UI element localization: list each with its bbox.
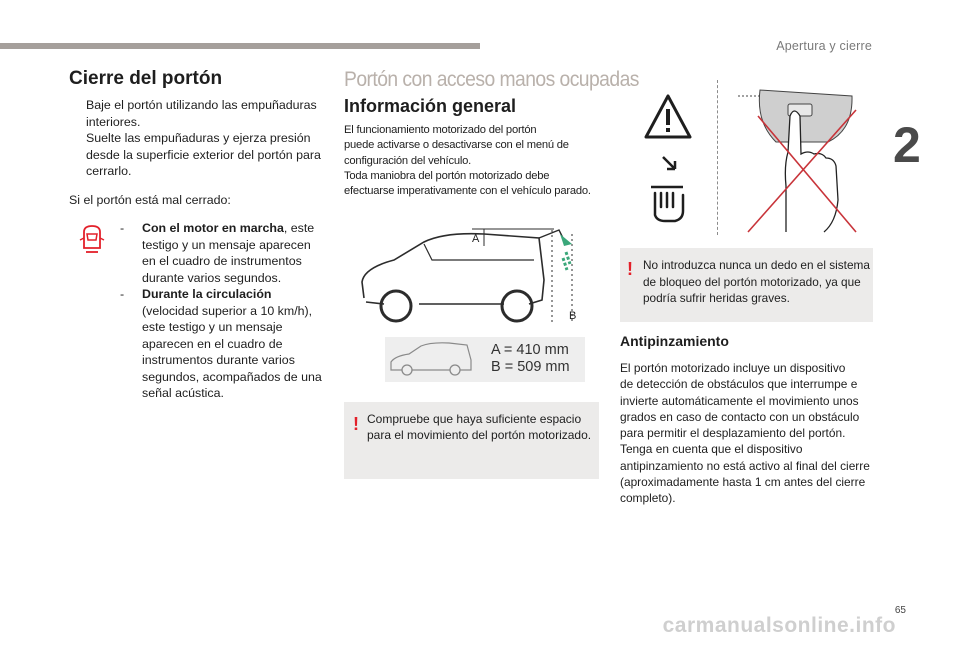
condition-item: - Durante la circulación (velocidad superior a 10 km/h), este testigo y un mensaje aparecen en el cuadro de instrumentos durante varios segundos, acompañados de una señal acústica. [120, 287, 322, 400]
warning-exclamation-icon: ! [627, 259, 633, 279]
tailgate-open-warning-icon [77, 222, 107, 258]
section-title: Cierre del portón [69, 68, 223, 89]
bullet-item: Suelte las empuñaduras y ejerza presión desde la superficie exterior del portón para cerrarlo. [86, 131, 321, 178]
watermark: carmanualsonline.info [662, 614, 896, 637]
finger-warning-box: ! No introduzca nunca un dedo en el sistema de bloqueo del portón motorizado, ya que podría sufrir heridas graves. [620, 248, 873, 322]
divider-dashed [717, 80, 718, 235]
dimensions-panel [385, 337, 585, 382]
space-warning-box: ! Compruebe que haya suficiente espacio para el movimiento del portón motorizado. [344, 402, 599, 479]
bullet-list [69, 97, 324, 180]
antipinch-text: El portón motorizado incluye un dispositivo de detección de obstáculos que interrumpe e invierte automáticamente el movimiento unos grados en caso de contacto con un obstáculo para permitir el desplazamiento del portón. Tenga en cuenta que el dispositivo antipinzamiento no está activo al final del cierre (aproximadamente hasta 1 cm antes del cierre completo). [620, 361, 870, 506]
chapter-number: 2 [893, 117, 921, 173]
condition-item: - Con el motor en marcha, este testigo y un mensaje aparecen en el cuadro de instrumentos durante varios segundos. [120, 221, 315, 285]
finger-in-lock-illustration [728, 82, 873, 237]
clearance-diagram [354, 220, 589, 330]
warning-conditions [120, 220, 330, 402]
intro-text: Si el portón está mal cerrado: [69, 193, 231, 207]
dimension-a: A = 410 mm [491, 342, 569, 358]
danger-triangle-icon [643, 93, 693, 141]
diagram-label-b: B [569, 310, 577, 322]
subsection-title: Portón con acceso manos ocupadas [344, 68, 639, 91]
general-info-text: El funcionamiento motorizado del portón puede activarse o desactivarse con el menú de configuración del vehículo. Toda maniobra del portón motorizado debe efectuarse imperativamente con el vehículo parado. [344, 124, 591, 198]
bullet-item: Baje el portón utilizando las empuñaduras interiores. [86, 98, 317, 129]
dimension-b: B = 509 mm [491, 359, 570, 375]
hand-press-icon [645, 153, 690, 223]
page-number: 65 [894, 605, 906, 616]
warning-exclamation-icon: ! [353, 414, 359, 434]
section-label: Apertura y cierre [776, 39, 872, 53]
top-rule [0, 43, 480, 49]
car-silhouette-icon [387, 340, 477, 378]
diagram-label-a: A [472, 233, 480, 245]
antipinch-heading: Antipinzamiento [620, 333, 729, 349]
general-info-heading: Información general [344, 96, 517, 116]
